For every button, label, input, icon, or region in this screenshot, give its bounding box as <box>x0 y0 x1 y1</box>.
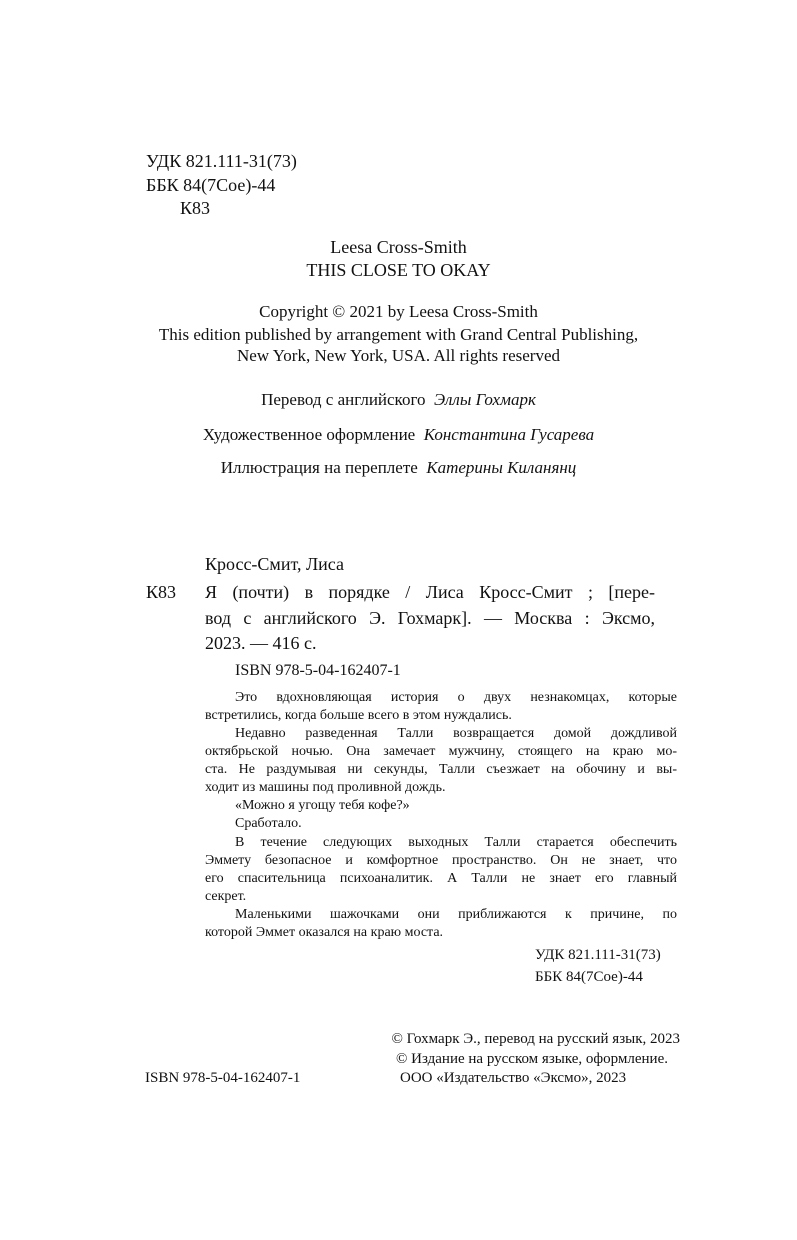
credit-name: Эллы Гохмарк <box>434 390 536 409</box>
annotation-line: октябрьской ночью. Она замечает мужчину, стоящего на краю мо- <box>205 744 677 759</box>
catalog-entry-line: 2023. — 416 с. <box>205 633 317 653</box>
catalog-entry-line: Я (почти) в порядке / Лиса Кросс-Смит ; [пере- <box>205 582 655 602</box>
annotation-line: Сработало. <box>235 816 302 831</box>
annotation-bbk: ББК 84(7Сое)-44 <box>535 969 643 985</box>
catalog-heading: Кросс-Смит, Лиса <box>205 554 345 574</box>
annotation-line: В течение следующих выходных Талли старается обеспечить <box>235 835 677 850</box>
annotation-line: его спасительница психоаналитик. А Талли не знает его главный <box>205 871 677 886</box>
rights-line: New York, New York, USA. All rights reserved <box>237 346 560 365</box>
translation-copyright: © Гохмарк Э., перевод на русский язык, 2023 <box>391 1031 680 1047</box>
bbk-code: ББК 84(7Сое)-44 <box>146 175 276 195</box>
credit-role: Перевод с английского <box>261 390 426 409</box>
publisher-copyright: ООО «Издательство «Эксмо», 2023 <box>400 1070 627 1086</box>
edition-line: This edition published by arrangement with Grand Central Publishing, <box>158 325 639 344</box>
catalog-entry-line: вод с английского Э. Гохмарк]. — Москва : Эксмо, <box>205 608 655 628</box>
credit-role: Художественное оформление <box>202 425 416 444</box>
catalog-mark: К83 <box>146 582 177 602</box>
author-mark: К83 <box>180 198 211 218</box>
annotation-line: Эммету безопасное и комфортное пространство. Он не знает, что <box>205 853 677 868</box>
catalog-isbn: ISBN 978-5-04-162407-1 <box>235 662 401 679</box>
udk-code: УДК 821.111-31(73) <box>146 151 297 171</box>
credit-design <box>0 424 797 446</box>
credit-name: Константина Гусарева <box>423 425 595 444</box>
design-copyright: © Издание на русском языке, оформление. <box>396 1051 668 1067</box>
credit-name: Катерины Киланянц <box>426 458 577 477</box>
annotation-line: «Можно я угощу тебя кофе?» <box>235 798 410 813</box>
annotation-line: секрет. <box>205 889 247 904</box>
annotation-line: Маленькими шажочками они приближаются к причине, по <box>235 907 677 922</box>
annotation-line: ста. Не раздумывая ни секунды, Талли съезжает на обочину и вы- <box>205 762 677 777</box>
credit-translation <box>0 389 797 411</box>
annotation-line: ходит из машины под проливной дождь. <box>205 780 446 795</box>
credit-role: Иллюстрация на переплете <box>220 458 418 477</box>
credit-illustration <box>0 457 797 479</box>
original-title: THIS CLOSE TO OKAY <box>306 260 491 280</box>
annotation-udk: УДК 821.111-31(73) <box>535 947 661 963</box>
annotation-line: Недавно разведенная Талли возвращается домой дождливой <box>235 726 677 741</box>
original-author: Leesa Cross-Smith <box>330 237 467 257</box>
annotation-line: которой Эммет оказался на краю моста. <box>205 925 444 940</box>
footer-isbn: ISBN 978-5-04-162407-1 <box>145 1070 301 1086</box>
copyright-line: Copyright © 2021 by Leesa Cross-Smith <box>259 302 538 321</box>
annotation-line: встретились, когда больше всего в этом нуждались. <box>205 708 512 723</box>
annotation-line: Это вдохновляющая история о двух незнакомцах, которые <box>235 690 677 705</box>
